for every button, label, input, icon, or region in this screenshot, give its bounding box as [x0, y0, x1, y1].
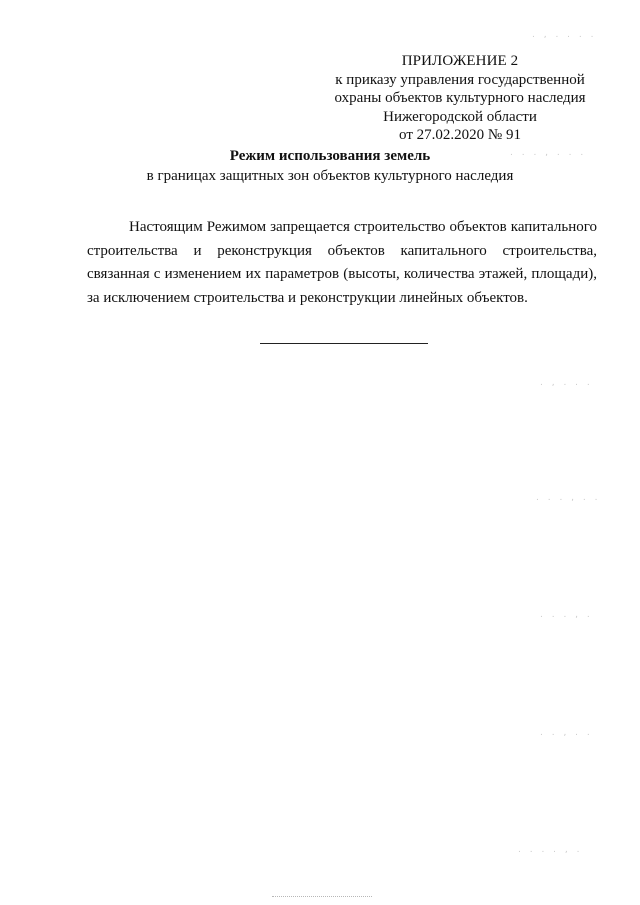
scan-noise-mark: . . . , . . . — [510, 148, 587, 158]
scan-noise-bottom — [272, 896, 372, 899]
order-date-number: от 27.02.2020 № 91 — [399, 127, 521, 143]
end-separator-line — [260, 343, 428, 344]
scan-noise-mark: . . , . . — [540, 728, 593, 738]
title-main: Режим использования земель — [229, 148, 431, 164]
scan-noise-mark: . . . . , . — [518, 845, 583, 855]
region-name: Нижегородской области — [383, 108, 537, 125]
document-title — [120, 146, 540, 186]
order-reference-line-2: охраны объектов культурного наследия — [334, 90, 586, 106]
regulation-paragraph: Настоящим Режимом запрещается строительство объектов капитального строительства и реконструкция объектов капитального строительства, связанная с изменением их параметров (высоты, количества этажей, площади), за исключением строительства и реконструкции линейных объектов. — [87, 219, 597, 306]
scan-noise-mark: . , . . . — [540, 378, 593, 388]
scan-noise-mark: . . . , . . — [536, 493, 601, 503]
scan-noise-mark: . , . . . . — [532, 30, 597, 40]
title-subtitle: в границах защитных зон объектов культурного наследия — [146, 168, 514, 184]
scan-noise-mark: . . . , . — [540, 610, 593, 620]
order-reference-line-1: к приказу управления государственной — [335, 71, 585, 88]
appendix-number: ПРИЛОЖЕНИЕ 2 — [401, 53, 519, 69]
appendix-header — [320, 52, 600, 145]
